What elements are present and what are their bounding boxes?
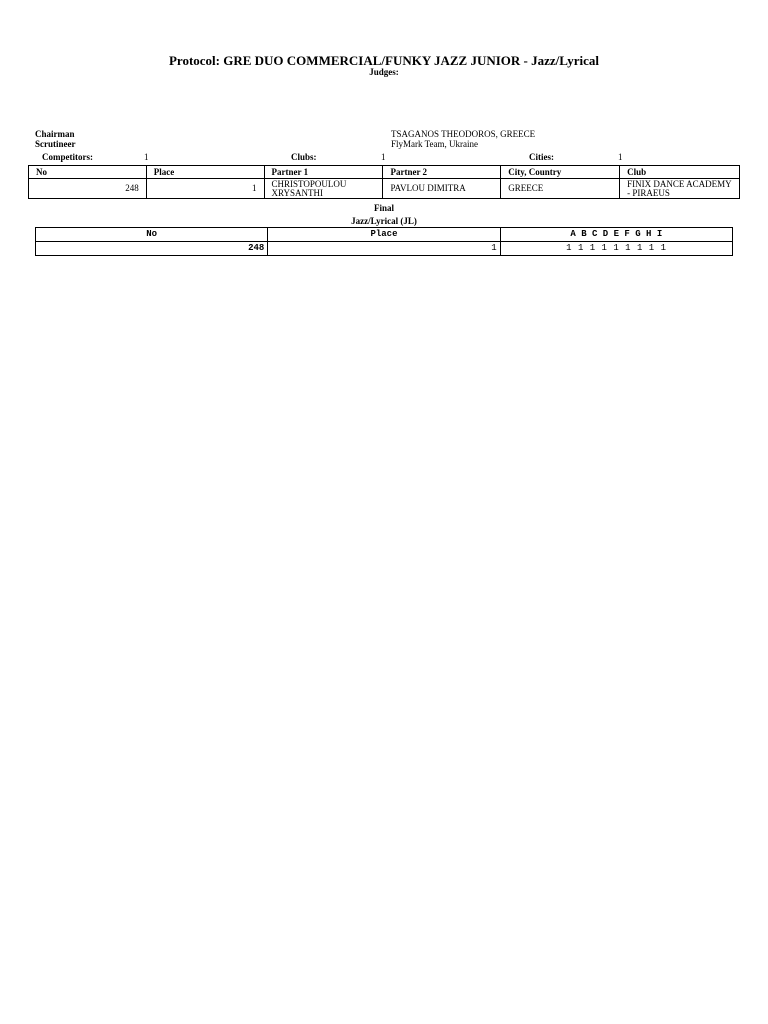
- judges-label: Judges:: [369, 67, 399, 77]
- scrutineer-row: [35, 139, 735, 149]
- header-partner-1: Partner 1: [264, 166, 383, 179]
- final-marks-table: [35, 227, 733, 256]
- marks-cell-no: 248: [36, 242, 268, 256]
- cities-label: Cities:: [529, 152, 554, 162]
- marks-cell-place: 1: [268, 242, 500, 256]
- header-partner-2: Partner 2: [383, 166, 501, 179]
- competitors-table: [28, 165, 740, 199]
- officials-block: [35, 129, 735, 149]
- marks-header-place: Place: [268, 228, 500, 242]
- marks-cell-scores: 1 1 1 1 1 1 1 1 1: [500, 242, 732, 256]
- chairman-label: Chairman: [35, 129, 75, 139]
- protocol-title: Protocol: GRE DUO COMMERCIAL/FUNKY JAZZ JUNIOR - Jazz/Lyrical: [168, 53, 600, 68]
- dance-label: Jazz/Lyrical (JL): [351, 216, 417, 226]
- marks-header-row: [36, 228, 733, 242]
- counts-row: [42, 152, 742, 163]
- cell-place: 1: [146, 179, 264, 199]
- clubs-label: Clubs:: [291, 152, 317, 162]
- cell-partner-1: CHRISTOPOULOU XRYSANTHI: [264, 179, 383, 199]
- cell-no: 248: [29, 179, 147, 199]
- clubs-value: 1: [381, 152, 386, 162]
- round-label: Final: [373, 203, 394, 213]
- marks-header-judges: A B C D E F G H I: [500, 228, 732, 242]
- header-city-country: City, Country: [501, 166, 620, 179]
- scrutineer-value: FlyMark Team, Ukraine: [391, 139, 478, 149]
- chairman-row: [35, 129, 735, 139]
- marks-header-no: No: [36, 228, 268, 242]
- competitors-header-row: [29, 166, 740, 179]
- table-row: [36, 242, 733, 256]
- header-place: Place: [146, 166, 264, 179]
- chairman-value: TSAGANOS THEODOROS, GREECE: [391, 129, 536, 139]
- scrutineer-label: Scrutineer: [35, 139, 76, 149]
- table-row: [29, 179, 740, 199]
- header-no: No: [29, 166, 147, 179]
- competitors-label: Competitors:: [42, 152, 93, 162]
- cell-club: FINIX DANCE ACADEMY - PIRAEUS: [620, 179, 740, 199]
- header-club: Club: [620, 166, 740, 179]
- cities-value: 1: [618, 152, 623, 162]
- competitors-value: 1: [144, 152, 149, 162]
- cell-partner-2: PAVLOU DIMITRA: [383, 179, 501, 199]
- cell-city-country: GREECE: [501, 179, 620, 199]
